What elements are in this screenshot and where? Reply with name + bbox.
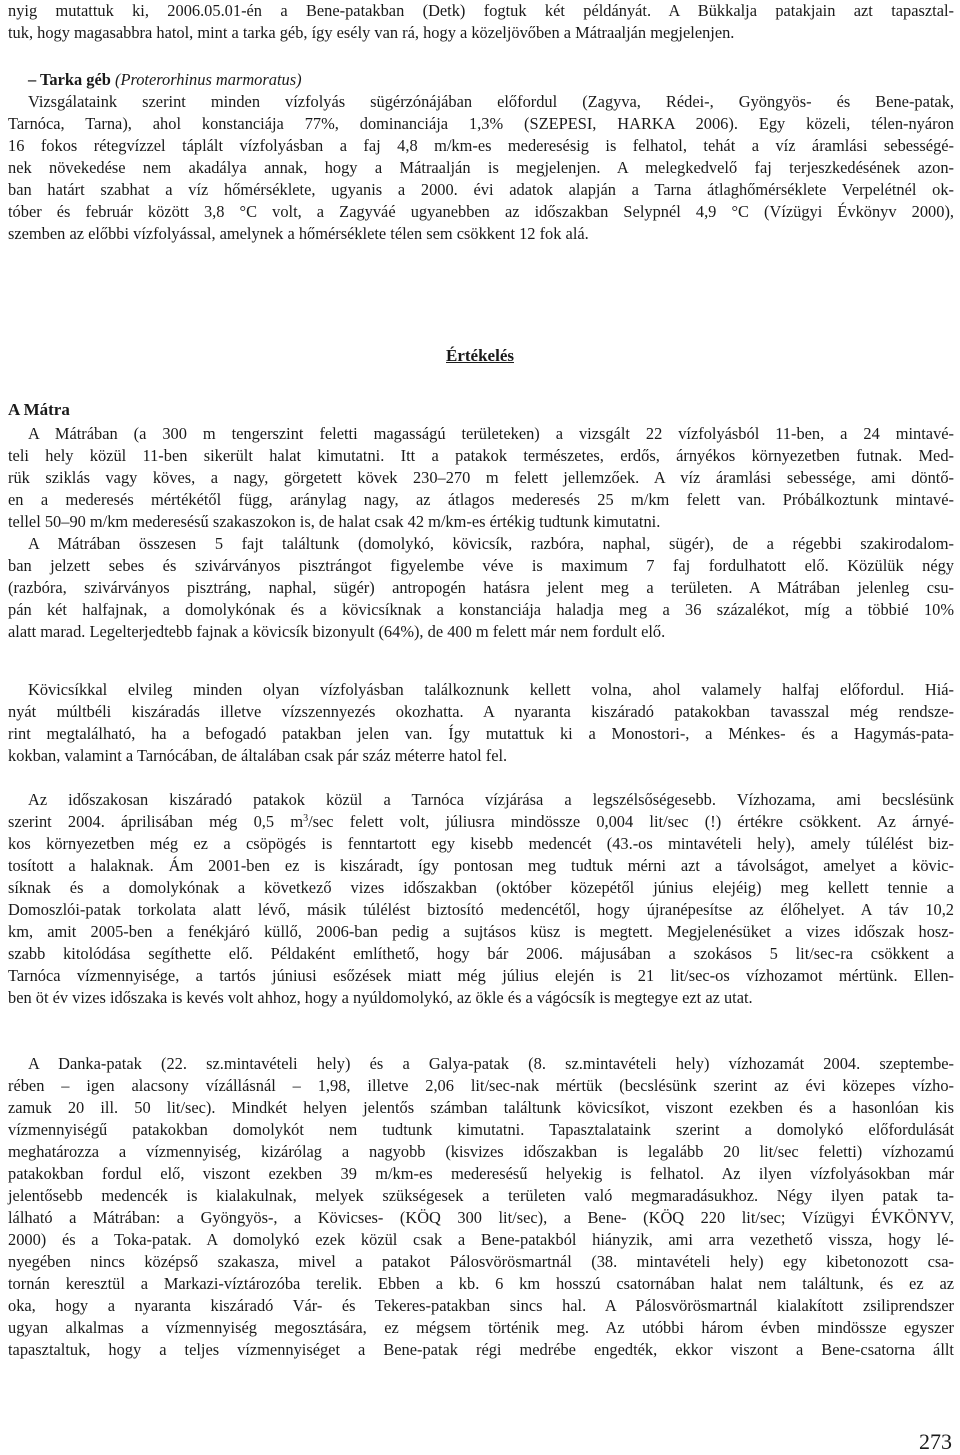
text-line: oka, hogy a nyaranta kiszáradó Vár- és Tekeres-patakban sincs hal. A Pálosvörösmartnál kialakított zsiliprendszer — [8, 1296, 954, 1315]
text-line: tornán keresztül a Markazi-víztározóba terelik. Ebben a kb. 6 km hosszú csatornában halat nem találtunk, és ez az — [8, 1274, 954, 1293]
text-line: meghatározza a vízmennyiség, kizárólag a nagyobb (kisvizes időszakban is legalább 20 lit/sec feletti) vízhozamú — [8, 1142, 954, 1161]
superscript: 3 — [303, 813, 309, 824]
text-line: lálható a Mátrában: a Gyöngyös-, a Kövicses- (KÖQ 300 lit/sec), a Bene- (KÖQ 220 lit/sec; Vízügyi ÉVKÖNYV, — [8, 1208, 954, 1227]
text-line: kokban, valamint a Tarnócában, de általában csak pár száz méterre hatol fel. — [8, 746, 508, 765]
section-title: Értékelés — [446, 346, 514, 365]
text-line: tosított a halaknak. Ám 2001-ben ez is kiszáradt, így pontosan meg tudtuk mérni azt a távolságot, amelyet a kövic- — [8, 856, 954, 875]
text-line: patakokban fordul elő, viszont ezekben 39 m/km-es mederesésű helyekig is felhatol. Az ilyen vízfolyásokban már — [8, 1164, 954, 1183]
text-line: 2000) és a Toka-patak. A domolykó ezek közül csak a Bene-patakból hiányzik, ami arra vezethető vissza, hogy lé- — [8, 1230, 954, 1249]
text-line: szabb kitolódása segíthette elő. Példaként említhető, hogy bár 2006. májusában a szokásos 5 lit/sec-ra csökkent a — [8, 944, 954, 963]
text-line: Domoszlói-patak torkolata alatt lévő, másik túlélést biztosító medencétől, hogy újranépesítse az élőhelyet. A táv 10,2 — [8, 900, 954, 919]
text-line: ben öt év vizes időszaka is kevés volt ahhoz, hogy a nyúldomolykó, az ökle és a vágócsík is megtegye ezt az utat. — [8, 988, 753, 1007]
text-line: tapasztaltuk, hogy a teljes vízmennyiséget a Bene-patak régi medrébe engedték, ekkor viszont a Bene-csatorna állt — [8, 1340, 954, 1359]
text-line: A Mátrában összesen 5 fajt találtunk (domolykó, kövicsík, razbóra, naphal, sügér), de a régebbi szakirodalom- — [28, 534, 954, 553]
text-segment: szerint 2004. áprilisában még 0,5 m — [8, 812, 304, 831]
text-line — [8, 811, 954, 833]
text-line: nek növekedése nem akadálya annak, hogy a Mátraalján is megjelenjen. A melegkedvelő faj terjeszkedésének azon- — [8, 158, 954, 177]
subsection-title: A Mátra — [8, 400, 70, 419]
text-line: km, amit 2005-ben a fenékjáró küllő, 2006-ban pedig a sujtásos küsz is megtett. Megjelenésüket a vizes időszak hosz- — [8, 922, 954, 941]
text-line: A Mátrában (a 300 m tengerszint feletti magasságú területeken) a vizsgált 22 vízfolyásból 11-ben, a 24 mintavé- — [28, 424, 954, 443]
text-line: tóber és február között 3,8 °C volt, a Zagyváé ugyanebben az időszakban Selypnél 4,9 °C (Vízügyi Évkönyv 2000), — [8, 202, 954, 221]
text-line: alatt marad. Legelterjedtebb fajnak a kövicsík bizonyult (64%), de 400 m felett már nem fordult elő. — [8, 622, 666, 641]
text-line: Tarnóca vízmennyisége, a tartós júniusi esőzések miatt még július elején is 21 lit/sec-os vízhozamot mértünk. Ellen- — [8, 966, 954, 985]
text-line: vízmennyiségű patakokban domolykót nem tudtunk kimutatni. Tapasztalataink szerint a domolykó előfordulását — [8, 1120, 954, 1139]
text-line: tuk, hogy magasabbra hatol, mint a tarka géb, így esély van rá, hogy a közeljövőben a Mátraalján megjelenjen. — [8, 23, 735, 42]
species-latin-name: (Proterorhinus marmoratus) — [115, 70, 302, 89]
species-heading — [28, 69, 954, 91]
page-number: 273 — [919, 1429, 952, 1454]
text-line: en a mederesés mértékétől függ, aránylag nagy, az átlagos mederesés 25 m/km felett van. Próbálkoztunk mintavé- — [8, 490, 954, 509]
text-line: szemben az előbbi vízfolyással, amelynek a hőmérséklete télen sem csökkent 12 fok alá. — [8, 224, 589, 243]
text-line: nyát múltbéli kiszáradás illetve vízszennyezés okozhatta. A nyaranta kiszáradó patakokban tavasszal még rendsze- — [8, 702, 954, 721]
text-line: Tarnóca, Tarna), ahol konstanciája 77%, dominanciája 1,3% (SZEPESI, HARKA 2006). Egy közeli, télen-nyáron — [8, 114, 954, 133]
text-line: A Danka-patak (22. sz.mintavételi hely) és a Galya-patak (8. sz.mintavételi hely) vízhozamát 2004. szeptembe- — [28, 1054, 954, 1073]
text-line: nyegében nincs középső szakasza, mivel a patakot Pálosvörösmartnál (38. mintavételi hely) egy kibetonozott csa- — [8, 1252, 954, 1271]
text-line: nyig mutattuk ki, 2006.05.01-én a Bene-patakban (Detk) fogtuk két példányát. A Bükkalja patakjain azt tapasztal- — [8, 1, 954, 20]
text-line: rint megtalálható, ha a befogadó patakban jelen van. Így mutattuk ki a Monostori-, a Ménkes- és a Hagymás-pata- — [8, 724, 954, 743]
text-line: ban határt szabhat a víz hőmérséklete, ugyanis a 2000. évi adatok alapján a Tarna átlaghőmérséklete Verpelétnél ok- — [8, 180, 954, 199]
text-segment: /sec felett volt, júliusra mindössze 0,004 lit/sec (!) értékre csökkent. Az árnyé- — [308, 812, 954, 831]
text-line: pán két halfajnak, a domolykónak és a kövicsíknak a konstanciája haladja meg a 36 százalékot, míg a többié 10% — [8, 600, 954, 619]
text-line: tellel 50–90 m/km mederesésű szakaszokon is, de halat csak 42 m/km-es értékig tudtunk kimutatni. — [8, 512, 661, 531]
text-line: Kövicsíkkal elvileg minden olyan vízfolyásban találkoznunk kellett volna, ahol valamely halfaj előfordul. Hiá- — [28, 680, 954, 699]
text-line: ugyan alkalmas a vízmennyiség megosztására, ez mégsem történik meg. Az utóbbi három évben mindössze egyszer — [8, 1318, 954, 1337]
text-line: 16 fokos rétegvízzel táplált vízfolyásban a faj 4,8 m/km-es mederesésig is felhatol, tehát a víz áramlási sebességé- — [8, 136, 954, 155]
text-line: ban jelzett sebes és szivárványos pisztrángot figyelembe véve is maximum 7 faj fordulhatott elő. Közülük négy — [8, 556, 954, 575]
species-name: – Tarka géb — [28, 70, 111, 89]
text-line: zamuk 20 ill. 50 lit/sec). Mindkét helyen jelentős számban találtunk kövicsíkot, viszont ezekben és a hasonlóan kis — [8, 1098, 954, 1117]
text-line: Az időszakosan kiszáradó patakok közül a Tarnóca vízjárása a legszélsőségesebb. Vízhozama, ami becslésünk — [28, 790, 954, 809]
text-line: síknak és a domolykónak a következő vizes időszakban (október közepétől június elejéig) meg kellett tennie a — [8, 878, 954, 897]
text-line: rük sziklás vagy köves, a nagy, görgetett kövek 230–270 m felett jellemzőek. A víz áramlási sebessége, ami döntő- — [8, 468, 954, 487]
text-line: jelentősebb medencék is kialakulnak, melyek szükségesek a területen való megmaradásukhoz. Négy ilyen patak ta- — [8, 1186, 954, 1205]
text-line: Vizsgálataink szerint minden vízfolyás sügérzónájában előfordul (Zagyva, Rédei-, Gyöngyös- és Bene-patak, — [28, 92, 954, 111]
text-line: teli hely közül 11-ben sikerült halat kimutatni. Itt a patakok természetes, erdős, árnyékos környezetben futnak. Med- — [8, 446, 954, 465]
text-line: (razbóra, szivárványos pisztráng, naphal, sügér) antropogén hatásra jelent meg a területen. A Mátrában jelenleg csu- — [8, 578, 954, 597]
text-line: kos környezetben még ez a csöpögés is fenntartott egy kisebb medencét (43.-os mintavételi hely), amely túlélést biz- — [8, 834, 954, 853]
text-line: rében – igen alacsony vízállásnál – 1,98, illetve 2,06 lit/sec-nak mértük (becslésünk szerint az évi közepes vízho- — [8, 1076, 954, 1095]
